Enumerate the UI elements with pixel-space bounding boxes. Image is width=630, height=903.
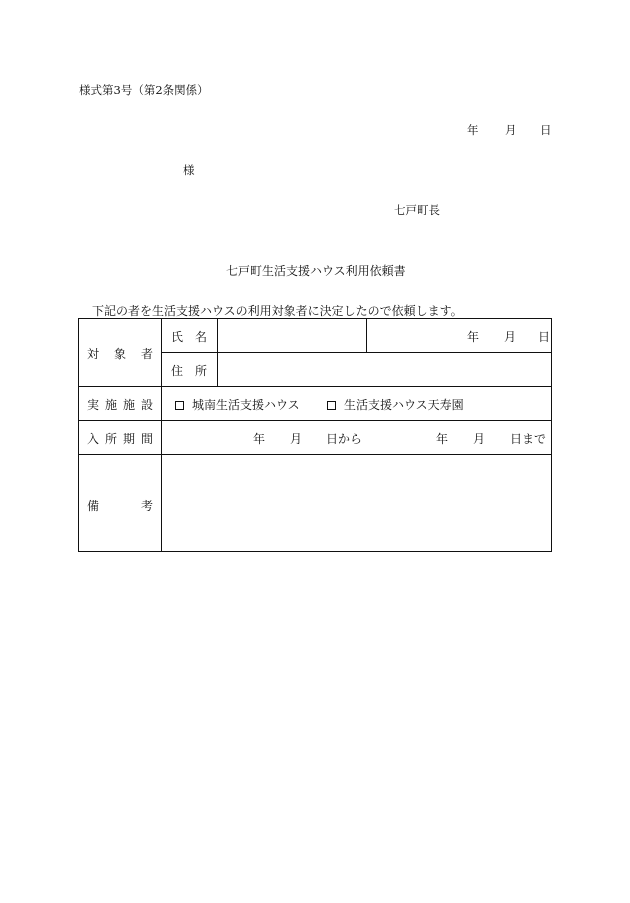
period-end-month: 月 (473, 432, 486, 446)
birth-date-year: 年 (467, 330, 480, 344)
birth-date-month: 月 (504, 330, 517, 344)
row-divider (79, 386, 551, 387)
form-number: 様式第3号（第2条関係） (79, 83, 209, 97)
request-form-table (78, 318, 552, 552)
period-start-year: 年 (253, 432, 266, 446)
period-end-year: 年 (436, 432, 449, 446)
address-label: 住 所 (171, 364, 207, 378)
row-divider (79, 420, 551, 421)
header-date-year: 年 (467, 123, 479, 137)
recipient-suffix: 様 (183, 163, 195, 177)
intro-text: 下記の者を生活支援ハウスの利用対象者に決定したので依頼します。 (92, 304, 463, 318)
document-title: 七戸町生活支援ハウス利用依頼書 (226, 264, 406, 278)
facility-label: 実 施 施 設 (87, 398, 153, 412)
checkbox-icon[interactable] (327, 401, 336, 410)
remarks-label: 備 考 (87, 499, 153, 513)
facility-option-tenjuen[interactable]: 生活支援ハウス天寿園 (327, 396, 464, 413)
header-date-day: 日 (540, 123, 552, 137)
header-date-month: 月 (505, 123, 517, 137)
birth-date-field[interactable] (367, 320, 551, 351)
address-field[interactable] (218, 353, 551, 385)
period-start-month: 月 (290, 432, 303, 446)
name-label: 氏 名 (171, 330, 207, 344)
name-field[interactable] (218, 320, 365, 351)
period-end-day: 日まで (510, 432, 547, 446)
sender-name: 七戸町長 (394, 203, 440, 217)
subject-label: 対 象 者 (87, 347, 153, 361)
period-label: 入 所 期 間 (87, 432, 153, 446)
checkbox-icon[interactable] (175, 401, 184, 410)
remarks-field[interactable] (162, 455, 551, 551)
facility-option-jonan[interactable]: 城南生活支援ハウス (175, 396, 300, 413)
period-start-day: 日から (326, 432, 363, 446)
birth-date-day: 日 (538, 330, 551, 344)
